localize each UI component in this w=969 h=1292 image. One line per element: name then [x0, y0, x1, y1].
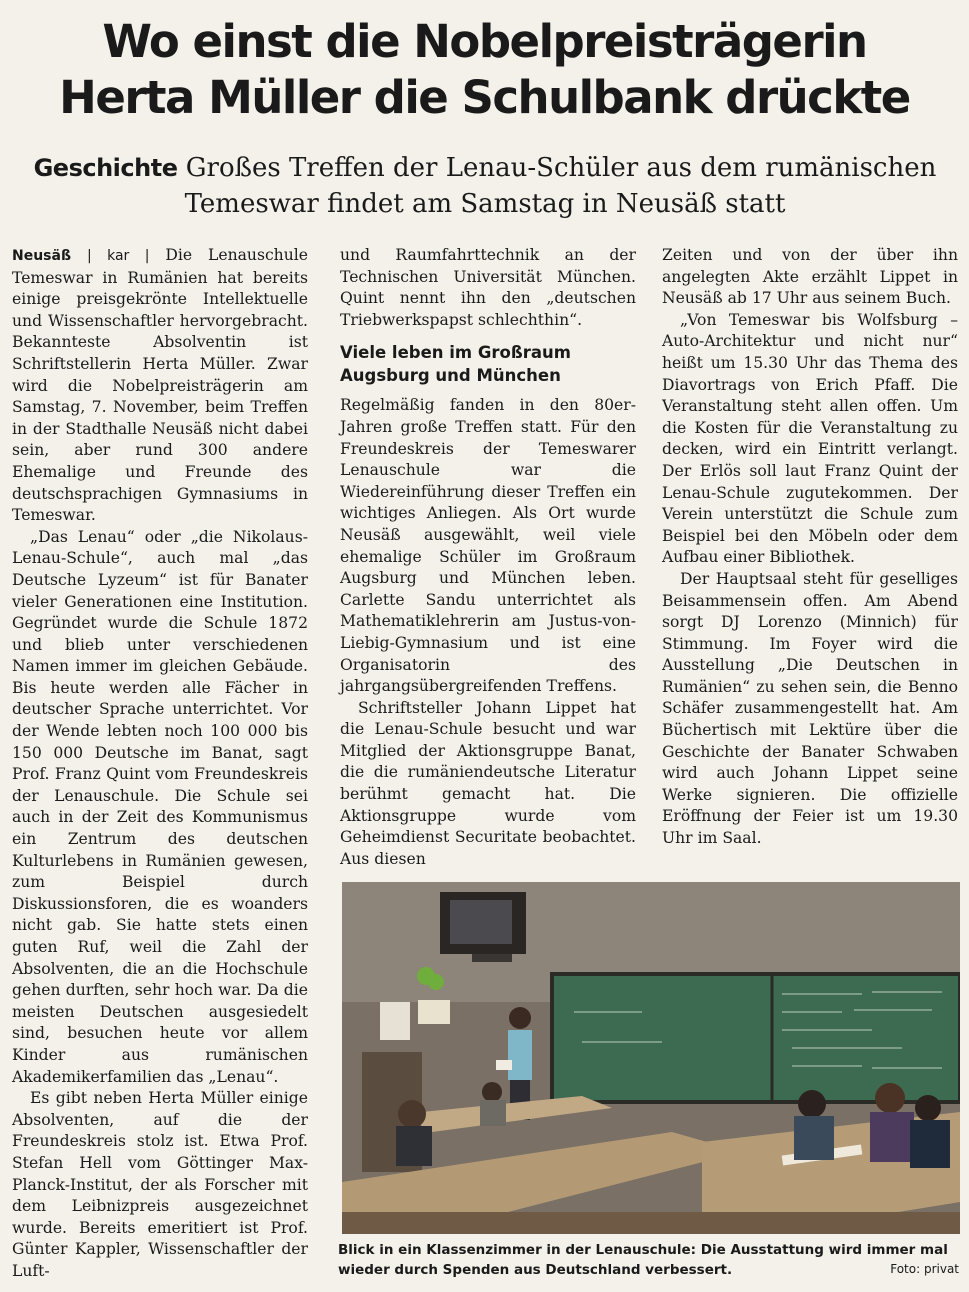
headline-line-1: Wo einst die Nobelpreisträgerin — [102, 15, 867, 68]
subheadline — [20, 150, 950, 222]
photo-credit: Foto: privat — [890, 1262, 959, 1276]
teacher-figure — [509, 1007, 531, 1029]
article-column-2 — [340, 245, 636, 870]
subhead-line-1: Großes Treffen der Lenau-Schüler aus dem rumänischen — [185, 153, 937, 183]
paragraph: Regelmäßig fanden in den 80er-Jahren große Treffen statt. Für den Freundeskreis der Temeswarer Lenauschule war die Wiedereinführung dieser Treffen ein wichtiges Anliegen. Als Ort wurde Neusäß ausgewählt, weil viele ehemalige Schüler im Großraum Augsburg und München leben. Carlette Sandu unterrichtet als Mathematiklehrerin am Justus-von-Liebig-Gymnasium und ist eine Organisatorin des jahrgangsübergreifenden Treffens. — [340, 396, 636, 696]
paragraph: Der Hauptsaal steht für geselliges Beisammensein offen. Am Abend sorgt DJ Lorenzo (Minnich) für Stimmung. Im Foyer wird die Ausstellung „Die Deutschen in Rumänien“ zu sehen sein, die Benno Schäfer zusammengestellt hat. Am Büchertisch mit Lektüre über die Geschichte der Banater Schwaben wird auch Johann Lippet seine Werke signieren. Die offizielle Eröffnung der Feier ist um 19.30 Uhr im Saal. — [662, 569, 958, 848]
paragraph: „Das Lenau“ oder „die Nikolaus-Lenau-Schule“, auch mal „das Deutsche Lyzeum“ ist für Banater vieler Generationen eine Institution. Gegründet wurde die Schule 1872 und blieb unter verschiedenen Namen immer im gleichen Gebäude. Bis heute werden alle Fächer in deutscher Sprache unterrichtet. Vor der Wende lebten noch 100 000 bis 150 000 Deutsche im Banat, sagt Prof. Franz Quint vom Freundeskreis der Lenauschule. Die Schule sei auch in der Zeit des Kommunismus ein Zentrum des deutschen Kulturlebens in Rumänien gewesen, zum Beispiel durch Diskussionsforen, die es woanders nicht gab. Sie hatte stets einen guten Ruf, weil die Zahl der Absolventen, die an die Hochschule gehen durften, sehr hoch war. Da die meisten Deutschen ausgesiedelt sind, besuchen heute vor allem Kinder aus rumänischen Akademikerfamilien das „Lenau“. — [12, 527, 308, 1086]
section-subtitle: Viele leben im Großraum Augsburg und München — [340, 343, 571, 386]
dateline-author: | kar | — [86, 248, 150, 264]
paragraph: Schriftsteller Johann Lippet hat die Lenau-Schule besucht und war Mitglied der Aktionsgruppe Banat, die die rumäniendeutsche Literatur berühmt gemacht hat. Die Aktionsgruppe wurde vom Geheimdienst Securitate beobachtet. Aus diesen — [340, 698, 636, 868]
classroom-photo — [342, 882, 960, 1234]
headline-line-2: Herta Müller die Schulbank drückte — [59, 71, 910, 124]
chalkboard — [552, 974, 960, 1102]
paragraph: und Raumfahrttechnik an der Technischen Universität München. Quint nennt ihn den „deutschen Triebwerkspapst schlechthin“. — [340, 246, 636, 329]
wall-poster — [380, 1002, 410, 1040]
subhead-kicker: Geschichte — [33, 154, 178, 182]
paragraph: Es gibt neben Herta Müller einige Absolventen, auf die der Freundeskreis stolz ist. Etwa Prof. Stefan Hell vom Göttinger Max-Planck-Institut, der als Forscher mit dem Leibnizpreis ausgezeichnet wurde. Bereits emeritiert ist Prof. Günter Kappler, Wissenschaftler der Luft- — [12, 1089, 308, 1280]
paragraph: Zeiten und von der über ihn angelegten Akte erzählt Lippet in Neusäß ab 17 Uhr aus seinem Buch. — [662, 246, 958, 308]
classroom-illustration — [342, 882, 960, 1234]
article-column-1 — [12, 245, 308, 1283]
article-column-3 — [662, 245, 958, 850]
subhead-line-2: Temeswar findet am Samstag in Neusäß statt — [184, 189, 786, 219]
student-figure — [398, 1100, 426, 1128]
paragraph: Die Lenauschule Temeswar in Rumänien hat bereits einige preisgekrönte Intellektuelle und Wissenschaftler hervorgebracht. Bekannteste Absolventin ist Schriftstellerin Herta Müller. Zwar wird die Nobelpreisträgerin am Samstag, 7. November, beim Treffen in der Stadthalle Neusäß nicht dabei sein, aber rund 300 andere Ehemalige und Freunde des deutschsprachigen Gymnasiums in Temeswar. — [12, 246, 308, 525]
headline — [0, 14, 969, 126]
dateline-place: Neusäß — [12, 248, 72, 264]
photo-caption: Blick in ein Klassenzimmer in der Lenauschule: Die Ausstattung wird immer mal wieder durch Spenden aus Deutschland verbessert. — [338, 1242, 948, 1278]
paragraph: „Von Temeswar bis Wolfsburg – Auto-Architektur und nicht nur“ heißt um 15.30 Uhr das Thema des Diavortrags von Erich Pfaff. Die Veranstaltung steht allen offen. Um die Kosten für die Veranstaltung zu decken, wird ein Eintritt verlangt. Der Erlös soll laut Franz Quint der Lenau-Schule zugutekommen. Der Verein unterstützt die Schule zum Beispiel bei den Möbeln oder dem Aufbau einer Bibliothek. — [662, 310, 958, 567]
